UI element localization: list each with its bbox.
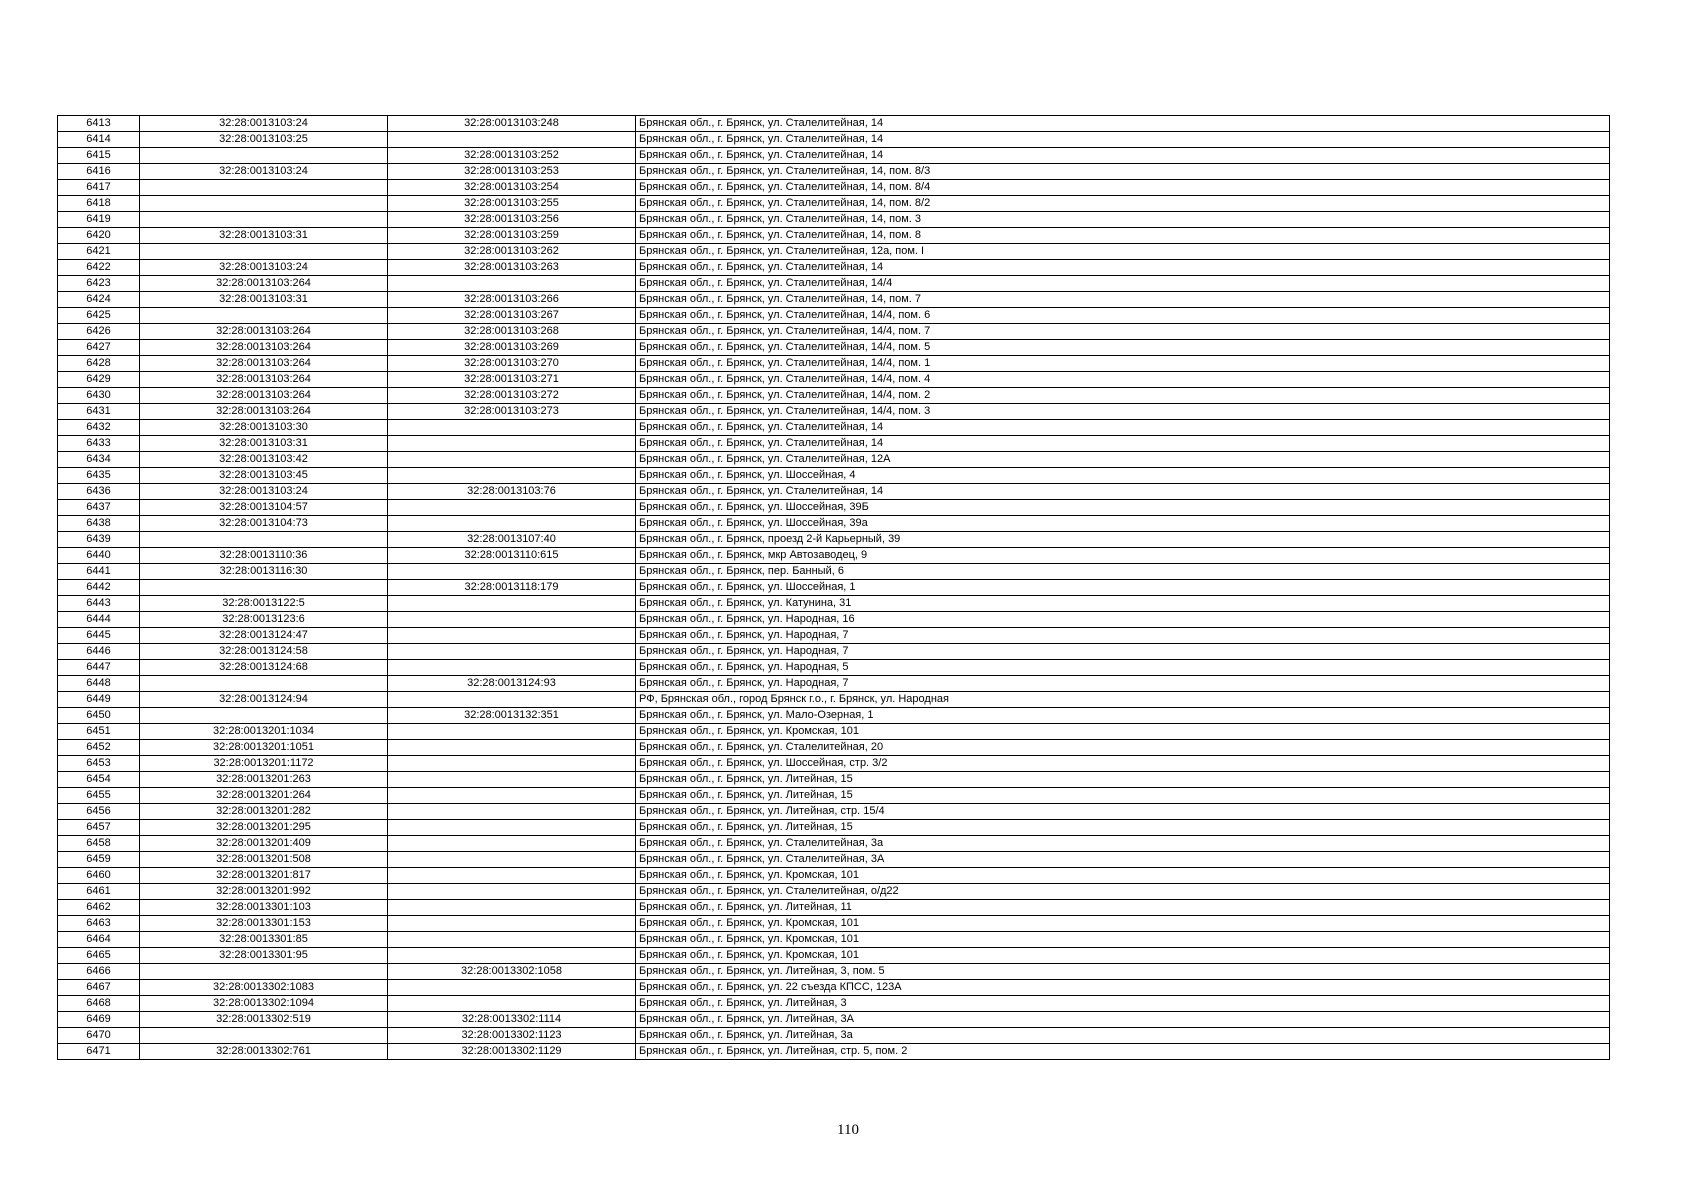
table-row (58, 996, 1610, 1012)
land-cadastral-number-cell: 32:28:0013201:1051 (140, 740, 388, 756)
row-number-cell: 6441 (58, 564, 140, 580)
object-cadastral-number-cell: 32:28:0013124:93 (388, 676, 636, 692)
land-cadastral-number-cell: 32:28:0013201:1034 (140, 724, 388, 740)
address-cell: Брянская обл., г. Брянск, ул. Сталелитейная, 14 (636, 420, 1610, 436)
row-number-cell: 6462 (58, 900, 140, 916)
table-row (58, 580, 1610, 596)
row-number-cell: 6452 (58, 740, 140, 756)
address-cell: Брянская обл., г. Брянск, ул. Народная, 7 (636, 628, 1610, 644)
row-number-cell: 6420 (58, 228, 140, 244)
row-number-cell: 6419 (58, 212, 140, 228)
object-cadastral-number-cell: 32:28:0013302:1058 (388, 964, 636, 980)
address-cell: Брянская обл., г. Брянск, ул. Сталелитейная, 14 (636, 436, 1610, 452)
row-number-cell: 6458 (58, 836, 140, 852)
table-row (58, 132, 1610, 148)
land-cadastral-number-cell: 32:28:0013103:264 (140, 356, 388, 372)
land-cadastral-number-cell: 32:28:0013301:153 (140, 916, 388, 932)
address-cell: Брянская обл., г. Брянск, ул. Шоссейная, 39Б (636, 500, 1610, 516)
object-cadastral-number-cell: 32:28:0013103:269 (388, 340, 636, 356)
address-cell: Брянская обл., г. Брянск, ул. Сталелитейная, 14 (636, 260, 1610, 276)
table-row (58, 1028, 1610, 1044)
land-cadastral-number-cell: 32:28:0013302:1083 (140, 980, 388, 996)
table-row (58, 148, 1610, 164)
land-cadastral-number-cell: 32:28:0013103:264 (140, 388, 388, 404)
table-row (58, 164, 1610, 180)
address-cell: Брянская обл., г. Брянск, ул. Сталелитейная, 14/4, пом. 5 (636, 340, 1610, 356)
object-cadastral-number-cell (388, 852, 636, 868)
table-row (58, 420, 1610, 436)
row-number-cell: 6428 (58, 356, 140, 372)
table-row (58, 500, 1610, 516)
land-cadastral-number-cell: 32:28:0013124:47 (140, 628, 388, 644)
land-cadastral-number-cell: 32:28:0013201:817 (140, 868, 388, 884)
address-cell: Брянская обл., г. Брянск, ул. Сталелитейная, 14, пом. 7 (636, 292, 1610, 308)
table-row (58, 852, 1610, 868)
table-row (58, 484, 1610, 500)
land-cadastral-number-cell: 32:28:0013301:85 (140, 932, 388, 948)
table-row (58, 324, 1610, 340)
object-cadastral-number-cell: 32:28:0013302:1114 (388, 1012, 636, 1028)
object-cadastral-number-cell (388, 868, 636, 884)
land-cadastral-number-cell: 32:28:0013103:45 (140, 468, 388, 484)
object-cadastral-number-cell: 32:28:0013103:76 (388, 484, 636, 500)
land-cadastral-number-cell: 32:28:0013103:25 (140, 132, 388, 148)
table-row (58, 964, 1610, 980)
land-cadastral-number-cell: 32:28:0013103:30 (140, 420, 388, 436)
object-cadastral-number-cell: 32:28:0013103:266 (388, 292, 636, 308)
land-cadastral-number-cell: 32:28:0013201:295 (140, 820, 388, 836)
table-row (58, 788, 1610, 804)
row-number-cell: 6457 (58, 820, 140, 836)
land-cadastral-number-cell: 32:28:0013302:1094 (140, 996, 388, 1012)
row-number-cell: 6445 (58, 628, 140, 644)
object-cadastral-number-cell: 32:28:0013103:252 (388, 148, 636, 164)
address-cell: Брянская обл., г. Брянск, ул. Народная, 7 (636, 644, 1610, 660)
table-row (58, 516, 1610, 532)
address-cell: Брянская обл., г. Брянск, ул. Шоссейная, 39а (636, 516, 1610, 532)
row-number-cell: 6460 (58, 868, 140, 884)
object-cadastral-number-cell: 32:28:0013103:263 (388, 260, 636, 276)
address-cell: Брянская обл., г. Брянск, ул. Сталелитейная, 14 (636, 148, 1610, 164)
row-number-cell: 6470 (58, 1028, 140, 1044)
land-cadastral-number-cell (140, 708, 388, 724)
object-cadastral-number-cell: 32:28:0013103:267 (388, 308, 636, 324)
address-cell: Брянская обл., г. Брянск, ул. Шоссейная, стр. 3/2 (636, 756, 1610, 772)
table-row (58, 644, 1610, 660)
row-number-cell: 6435 (58, 468, 140, 484)
table-row (58, 372, 1610, 388)
object-cadastral-number-cell (388, 724, 636, 740)
row-number-cell: 6466 (58, 964, 140, 980)
land-cadastral-number-cell: 32:28:0013104:57 (140, 500, 388, 516)
table-row (58, 436, 1610, 452)
table-row (58, 756, 1610, 772)
land-cadastral-number-cell: 32:28:0013104:73 (140, 516, 388, 532)
land-cadastral-number-cell: 32:28:0013103:31 (140, 292, 388, 308)
address-cell: Брянская обл., г. Брянск, ул. Народная, 7 (636, 676, 1610, 692)
table-row (58, 724, 1610, 740)
row-number-cell: 6451 (58, 724, 140, 740)
object-cadastral-number-cell: 32:28:0013103:273 (388, 404, 636, 420)
land-cadastral-number-cell: 32:28:0013103:42 (140, 452, 388, 468)
row-number-cell: 6433 (58, 436, 140, 452)
land-cadastral-number-cell: 32:28:0013201:263 (140, 772, 388, 788)
object-cadastral-number-cell: 32:28:0013132:351 (388, 708, 636, 724)
object-cadastral-number-cell: 32:28:0013103:268 (388, 324, 636, 340)
table-row (58, 980, 1610, 996)
address-cell: Брянская обл., г. Брянск, ул. Сталелитейная, 3А (636, 852, 1610, 868)
object-cadastral-number-cell (388, 804, 636, 820)
land-cadastral-number-cell: 32:28:0013301:103 (140, 900, 388, 916)
object-cadastral-number-cell: 32:28:0013107:40 (388, 532, 636, 548)
address-cell: Брянская обл., г. Брянск, ул. Кромская, 101 (636, 932, 1610, 948)
row-number-cell: 6453 (58, 756, 140, 772)
address-cell: Брянская обл., г. Брянск, ул. 22 съезда КПСС, 123А (636, 980, 1610, 996)
object-cadastral-number-cell (388, 836, 636, 852)
table-row (58, 612, 1610, 628)
row-number-cell: 6467 (58, 980, 140, 996)
address-cell: Брянская обл., г. Брянск, ул. Литейная, стр. 5, пом. 2 (636, 1044, 1610, 1060)
object-cadastral-number-cell: 32:28:0013103:248 (388, 116, 636, 132)
row-number-cell: 6444 (58, 612, 140, 628)
address-cell: Брянская обл., г. Брянск, ул. Сталелитейная, 20 (636, 740, 1610, 756)
row-number-cell: 6469 (58, 1012, 140, 1028)
object-cadastral-number-cell: 32:28:0013103:271 (388, 372, 636, 388)
land-cadastral-number-cell: 32:28:0013103:31 (140, 436, 388, 452)
row-number-cell: 6424 (58, 292, 140, 308)
object-cadastral-number-cell: 32:28:0013302:1123 (388, 1028, 636, 1044)
object-cadastral-number-cell: 32:28:0013103:272 (388, 388, 636, 404)
table-row (58, 340, 1610, 356)
table-row (58, 388, 1610, 404)
row-number-cell: 6431 (58, 404, 140, 420)
address-cell: Брянская обл., г. Брянск, ул. Сталелитейная, 14 (636, 116, 1610, 132)
address-cell: Брянская обл., г. Брянск, ул. Кромская, 101 (636, 868, 1610, 884)
address-cell: Брянская обл., г. Брянск, ул. Сталелитейная, 14/4, пом. 4 (636, 372, 1610, 388)
address-cell: Брянская обл., г. Брянск, пер. Банный, 6 (636, 564, 1610, 580)
land-cadastral-number-cell (140, 532, 388, 548)
object-cadastral-number-cell (388, 612, 636, 628)
address-cell: Брянская обл., г. Брянск, ул. Сталелитейная, 14/4, пом. 3 (636, 404, 1610, 420)
object-cadastral-number-cell: 32:28:0013302:1129 (388, 1044, 636, 1060)
address-cell: Брянская обл., г. Брянск, проезд 2-й Карьерный, 39 (636, 532, 1610, 548)
land-cadastral-number-cell: 32:28:0013302:761 (140, 1044, 388, 1060)
row-number-cell: 6464 (58, 932, 140, 948)
land-cadastral-number-cell: 32:28:0013103:264 (140, 404, 388, 420)
row-number-cell: 6471 (58, 1044, 140, 1060)
row-number-cell: 6415 (58, 148, 140, 164)
address-cell: Брянская обл., г. Брянск, ул. Литейная, стр. 15/4 (636, 804, 1610, 820)
address-cell: Брянская обл., г. Брянск, ул. Сталелитейная, 14 (636, 484, 1610, 500)
table-row (58, 308, 1610, 324)
row-number-cell: 6461 (58, 884, 140, 900)
table-row (58, 1044, 1610, 1060)
land-cadastral-number-cell: 32:28:0013302:519 (140, 1012, 388, 1028)
land-cadastral-number-cell (140, 180, 388, 196)
land-cadastral-number-cell: 32:28:0013124:94 (140, 692, 388, 708)
row-number-cell: 6432 (58, 420, 140, 436)
table-row (58, 900, 1610, 916)
land-cadastral-number-cell: 32:28:0013201:508 (140, 852, 388, 868)
row-number-cell: 6417 (58, 180, 140, 196)
address-cell: Брянская обл., г. Брянск, ул. Мало-Озерная, 1 (636, 708, 1610, 724)
table-row (58, 884, 1610, 900)
address-cell: Брянская обл., г. Брянск, ул. Сталелитейная, 14/4 (636, 276, 1610, 292)
table-row (58, 692, 1610, 708)
land-cadastral-number-cell (140, 580, 388, 596)
table-row (58, 676, 1610, 692)
address-cell: Брянская обл., г. Брянск, ул. Катунина, 31 (636, 596, 1610, 612)
address-cell: Брянская обл., г. Брянск, ул. Кромская, 101 (636, 948, 1610, 964)
object-cadastral-number-cell (388, 820, 636, 836)
row-number-cell: 6422 (58, 260, 140, 276)
table-row (58, 740, 1610, 756)
row-number-cell: 6436 (58, 484, 140, 500)
table-row (58, 116, 1610, 132)
address-cell: Брянская обл., г. Брянск, ул. Литейная, 3А (636, 1012, 1610, 1028)
table-row (58, 244, 1610, 260)
table-row (58, 260, 1610, 276)
table-row (58, 468, 1610, 484)
object-cadastral-number-cell (388, 756, 636, 772)
object-cadastral-number-cell (388, 692, 636, 708)
row-number-cell: 6465 (58, 948, 140, 964)
table-row (58, 948, 1610, 964)
object-cadastral-number-cell: 32:28:0013103:254 (388, 180, 636, 196)
land-cadastral-number-cell (140, 964, 388, 980)
land-cadastral-number-cell (140, 1028, 388, 1044)
object-cadastral-number-cell: 32:28:0013110:615 (388, 548, 636, 564)
object-cadastral-number-cell (388, 516, 636, 532)
row-number-cell: 6454 (58, 772, 140, 788)
table-row (58, 820, 1610, 836)
row-number-cell: 6442 (58, 580, 140, 596)
land-cadastral-number-cell (140, 244, 388, 260)
row-number-cell: 6456 (58, 804, 140, 820)
object-cadastral-number-cell (388, 884, 636, 900)
object-cadastral-number-cell (388, 628, 636, 644)
land-cadastral-number-cell: 32:28:0013103:24 (140, 164, 388, 180)
row-number-cell: 6426 (58, 324, 140, 340)
address-cell: Брянская обл., г. Брянск, ул. Сталелитейная, 14/4, пом. 1 (636, 356, 1610, 372)
address-cell: РФ, Брянская обл., город Брянск г.о., г. Брянск, ул. Народная (636, 692, 1610, 708)
address-cell: Брянская обл., г. Брянск, ул. Сталелитейная, 14, пом. 8/3 (636, 164, 1610, 180)
land-cadastral-number-cell: 32:28:0013103:264 (140, 340, 388, 356)
table-row (58, 292, 1610, 308)
object-cadastral-number-cell: 32:28:0013103:262 (388, 244, 636, 260)
object-cadastral-number-cell: 32:28:0013118:179 (388, 580, 636, 596)
row-number-cell: 6443 (58, 596, 140, 612)
row-number-cell: 6468 (58, 996, 140, 1012)
row-number-cell: 6434 (58, 452, 140, 468)
object-cadastral-number-cell: 32:28:0013103:259 (388, 228, 636, 244)
table-row (58, 868, 1610, 884)
land-cadastral-number-cell (140, 676, 388, 692)
row-number-cell: 6448 (58, 676, 140, 692)
land-cadastral-number-cell: 32:28:0013122:5 (140, 596, 388, 612)
table-row (58, 932, 1610, 948)
object-cadastral-number-cell (388, 932, 636, 948)
row-number-cell: 6439 (58, 532, 140, 548)
address-cell: Брянская обл., г. Брянск, ул. Кромская, 101 (636, 724, 1610, 740)
address-cell: Брянская обл., г. Брянск, ул. Сталелитейная, 14 (636, 132, 1610, 148)
object-cadastral-number-cell (388, 596, 636, 612)
address-cell: Брянская обл., г. Брянск, ул. Литейная, 3 (636, 996, 1610, 1012)
object-cadastral-number-cell (388, 500, 636, 516)
table-row (58, 596, 1610, 612)
address-cell: Брянская обл., г. Брянск, ул. Сталелитейная, 12а, пом. I (636, 244, 1610, 260)
object-cadastral-number-cell (388, 980, 636, 996)
land-cadastral-number-cell: 32:28:0013301:95 (140, 948, 388, 964)
land-cadastral-number-cell (140, 148, 388, 164)
land-cadastral-number-cell: 32:28:0013201:282 (140, 804, 388, 820)
row-number-cell: 6429 (58, 372, 140, 388)
row-number-cell: 6430 (58, 388, 140, 404)
object-cadastral-number-cell (388, 276, 636, 292)
row-number-cell: 6416 (58, 164, 140, 180)
land-cadastral-number-cell: 32:28:0013103:264 (140, 276, 388, 292)
address-cell: Брянская обл., г. Брянск, ул. Сталелитейная, 14/4, пом. 7 (636, 324, 1610, 340)
page-number: 110 (837, 1122, 859, 1138)
land-cadastral-number-cell: 32:28:0013103:24 (140, 116, 388, 132)
object-cadastral-number-cell (388, 772, 636, 788)
table-row (58, 228, 1610, 244)
land-cadastral-number-cell: 32:28:0013201:264 (140, 788, 388, 804)
row-number-cell: 6455 (58, 788, 140, 804)
row-number-cell: 6425 (58, 308, 140, 324)
object-cadastral-number-cell: 32:28:0013103:256 (388, 212, 636, 228)
registry-table-body (58, 116, 1610, 1060)
object-cadastral-number-cell (388, 788, 636, 804)
table-row (58, 452, 1610, 468)
table-row (58, 564, 1610, 580)
row-number-cell: 6438 (58, 516, 140, 532)
land-cadastral-number-cell (140, 196, 388, 212)
table-row (58, 196, 1610, 212)
land-cadastral-number-cell: 32:28:0013103:24 (140, 260, 388, 276)
row-number-cell: 6450 (58, 708, 140, 724)
row-number-cell: 6427 (58, 340, 140, 356)
object-cadastral-number-cell (388, 436, 636, 452)
address-cell: Брянская обл., г. Брянск, ул. Народная, 5 (636, 660, 1610, 676)
object-cadastral-number-cell: 32:28:0013103:255 (388, 196, 636, 212)
address-cell: Брянская обл., г. Брянск, ул. Сталелитейная, 14, пом. 3 (636, 212, 1610, 228)
address-cell: Брянская обл., г. Брянск, ул. Сталелитейная, 12А (636, 452, 1610, 468)
address-cell: Брянская обл., г. Брянск, ул. Народная, 16 (636, 612, 1610, 628)
land-cadastral-number-cell: 32:28:0013103:264 (140, 324, 388, 340)
land-cadastral-number-cell: 32:28:0013110:36 (140, 548, 388, 564)
table-row (58, 548, 1610, 564)
row-number-cell: 6440 (58, 548, 140, 564)
row-number-cell: 6449 (58, 692, 140, 708)
table-row (58, 660, 1610, 676)
address-cell: Брянская обл., г. Брянск, ул. Сталелитейная, 14, пом. 8/2 (636, 196, 1610, 212)
object-cadastral-number-cell (388, 132, 636, 148)
registry-table (57, 115, 1610, 1060)
table-row (58, 404, 1610, 420)
row-number-cell: 6421 (58, 244, 140, 260)
object-cadastral-number-cell (388, 996, 636, 1012)
object-cadastral-number-cell (388, 564, 636, 580)
address-cell: Брянская обл., г. Брянск, ул. Литейная, 3а (636, 1028, 1610, 1044)
object-cadastral-number-cell: 32:28:0013103:270 (388, 356, 636, 372)
land-cadastral-number-cell: 32:28:0013201:992 (140, 884, 388, 900)
address-cell: Брянская обл., г. Брянск, ул. Сталелитейная, 14/4, пом. 2 (636, 388, 1610, 404)
table-row (58, 1012, 1610, 1028)
address-cell: Брянская обл., г. Брянск, ул. Литейная, 15 (636, 772, 1610, 788)
land-cadastral-number-cell: 32:28:0013116:30 (140, 564, 388, 580)
object-cadastral-number-cell (388, 916, 636, 932)
table-row (58, 276, 1610, 292)
address-cell: Брянская обл., г. Брянск, ул. Литейная, 11 (636, 900, 1610, 916)
address-cell: Брянская обл., г. Брянск, ул. Сталелитейная, 14/4, пом. 6 (636, 308, 1610, 324)
land-cadastral-number-cell (140, 308, 388, 324)
address-cell: Брянская обл., г. Брянск, ул. Литейная, 15 (636, 820, 1610, 836)
object-cadastral-number-cell (388, 660, 636, 676)
table-row (58, 708, 1610, 724)
row-number-cell: 6447 (58, 660, 140, 676)
address-cell: Брянская обл., г. Брянск, ул. Сталелитейная, 14, пом. 8 (636, 228, 1610, 244)
land-cadastral-number-cell: 32:28:0013124:68 (140, 660, 388, 676)
address-cell: Брянская обл., г. Брянск, ул. Шоссейная, 4 (636, 468, 1610, 484)
row-number-cell: 6446 (58, 644, 140, 660)
row-number-cell: 6414 (58, 132, 140, 148)
address-cell: Брянская обл., г. Брянск, мкр Автозаводец, 9 (636, 548, 1610, 564)
address-cell: Брянская обл., г. Брянск, ул. Сталелитейная, 3а (636, 836, 1610, 852)
row-number-cell: 6413 (58, 116, 140, 132)
table-row (58, 356, 1610, 372)
address-cell: Брянская обл., г. Брянск, ул. Шоссейная, 1 (636, 580, 1610, 596)
object-cadastral-number-cell (388, 420, 636, 436)
object-cadastral-number-cell (388, 468, 636, 484)
table-row (58, 532, 1610, 548)
table-row (58, 628, 1610, 644)
land-cadastral-number-cell: 32:28:0013103:31 (140, 228, 388, 244)
object-cadastral-number-cell (388, 900, 636, 916)
table-row (58, 772, 1610, 788)
address-cell: Брянская обл., г. Брянск, ул. Сталелитейная, о/д22 (636, 884, 1610, 900)
land-cadastral-number-cell (140, 212, 388, 228)
land-cadastral-number-cell: 32:28:0013124:58 (140, 644, 388, 660)
table-row (58, 180, 1610, 196)
document-sheet (57, 115, 1609, 1060)
table-row (58, 804, 1610, 820)
address-cell: Брянская обл., г. Брянск, ул. Сталелитейная, 14, пом. 8/4 (636, 180, 1610, 196)
object-cadastral-number-cell (388, 740, 636, 756)
table-row (58, 212, 1610, 228)
land-cadastral-number-cell: 32:28:0013201:409 (140, 836, 388, 852)
object-cadastral-number-cell: 32:28:0013103:253 (388, 164, 636, 180)
object-cadastral-number-cell (388, 948, 636, 964)
table-row (58, 916, 1610, 932)
land-cadastral-number-cell: 32:28:0013103:24 (140, 484, 388, 500)
row-number-cell: 6423 (58, 276, 140, 292)
address-cell: Брянская обл., г. Брянск, ул. Литейная, 3, пом. 5 (636, 964, 1610, 980)
address-cell: Брянская обл., г. Брянск, ул. Кромская, 101 (636, 916, 1610, 932)
object-cadastral-number-cell (388, 644, 636, 660)
object-cadastral-number-cell (388, 452, 636, 468)
row-number-cell: 6418 (58, 196, 140, 212)
row-number-cell: 6437 (58, 500, 140, 516)
row-number-cell: 6459 (58, 852, 140, 868)
land-cadastral-number-cell: 32:28:0013201:1172 (140, 756, 388, 772)
row-number-cell: 6463 (58, 916, 140, 932)
land-cadastral-number-cell: 32:28:0013103:264 (140, 372, 388, 388)
table-row (58, 836, 1610, 852)
land-cadastral-number-cell: 32:28:0013123:6 (140, 612, 388, 628)
address-cell: Брянская обл., г. Брянск, ул. Литейная, 15 (636, 788, 1610, 804)
